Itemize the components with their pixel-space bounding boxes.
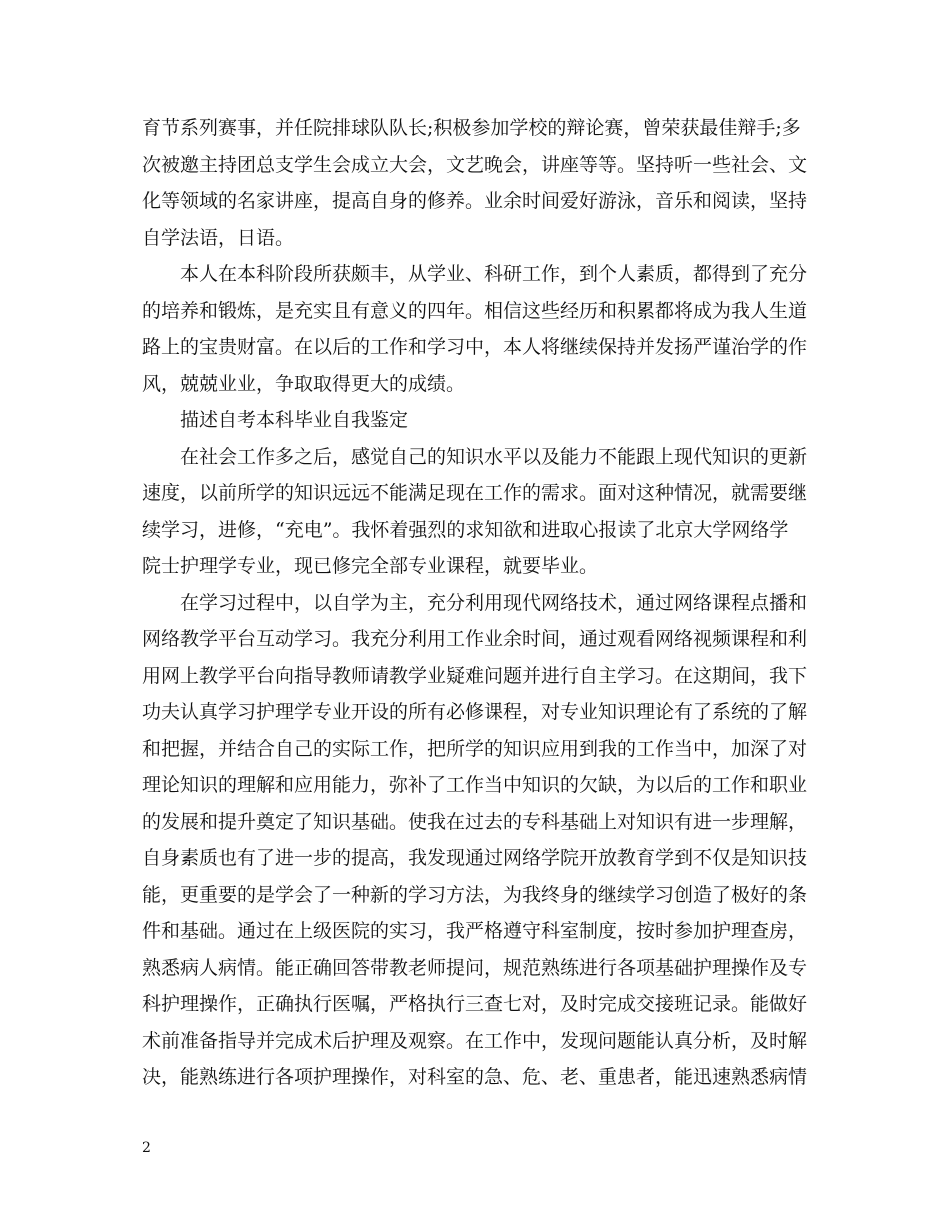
text-line: 院士护理学专业，现已修完全部专业课程，就要毕业。	[142, 555, 599, 577]
text-line: 网络教学平台互动学习。我充分利用工作业余时间，通过观看网络视频课程和利	[142, 628, 808, 650]
text-line: 在学习过程中，以自学为主，充分利用现代网络技术，通过网络课程点播和	[180, 591, 808, 614]
text-line: 的培养和锻炼，是充实且有意义的四年。相信这些经历和积累都将成为我人生道	[142, 299, 808, 322]
text-line: 术前准备指导并完成术后护理及观察。在工作中，发现问题能认真分析，及时解	[142, 1029, 808, 1052]
body-text	[142, 110, 810, 1096]
text-line: 能，更重要的是学会了一种新的学习方法，为我终身的继续学习创造了极好的条	[142, 883, 808, 906]
text-line: 自学法语，日语。	[142, 226, 295, 249]
text-line: 路上的宝贵财富。在以后的工作和学习中，本人将继续保持并发扬严谨治学的作	[142, 336, 808, 358]
text-line: 件和基础。通过在上级医院的实习，我严格遵守科室制度，按时参加护理查房，	[142, 920, 808, 942]
text-line: 和把握，并结合自己的实际工作，把所学的知识应用到我的工作当中，加深了对	[142, 737, 808, 760]
text-line: 续学习，进修，“充电”。我怀着强烈的求知欲和进取心报读了北京大学网络学	[142, 518, 789, 541]
text-line: 化等领域的名家讲座，提高自身的修养。业余时间爱好游泳，音乐和阅读，坚持	[142, 190, 808, 212]
page-number: 2	[142, 1140, 151, 1156]
paragraph-1	[142, 110, 810, 256]
text-line: 自身素质也有了进一步的提高，我发现通过网络学院开放教育学到不仅是知识技	[142, 847, 808, 869]
paragraph-4	[142, 585, 810, 1096]
text-line: 速度，以前所学的知识远远不能满足现在工作的需求。面对这种情况，就需要继	[142, 482, 808, 504]
text-line: 熟悉病人病情。能正确回答带教老师提问，规范熟练进行各项基础护理操作及专	[142, 956, 808, 979]
text-line: 风，兢兢业业，争取取得更大的成绩。	[142, 372, 466, 395]
paragraph-2	[142, 256, 810, 402]
text-line: 次被邀主持团总支学生会成立大会，文艺晚会，讲座等等。坚持听一些社会、文	[142, 153, 808, 176]
text-line: 的发展和提升奠定了知识基础。使我在过去的专科基础上对知识有进一步理解，	[142, 810, 808, 833]
paragraph-3	[142, 439, 810, 585]
section-heading	[142, 402, 810, 439]
text-line: 用网上教学平台向指导教师请教学业疑难问题并进行自主学习。在这期间，我下	[142, 664, 808, 687]
text-line: 科护理操作，正确执行医嘱，严格执行三查七对，及时完成交接班记录。能做好	[142, 993, 808, 1015]
text-line: 理论知识的理解和应用能力，弥补了工作当中知识的欠缺，为以后的工作和职业	[142, 774, 808, 796]
section-title: 描述自考本科毕业自我鉴定	[180, 409, 409, 431]
text-line: 在社会工作多之后，感觉自己的知识水平以及能力不能跟上现代知识的更新	[180, 445, 808, 468]
text-line: 决，能熟练进行各项护理操作，对科室的急、危、老、重患者，能迅速熟悉病情	[142, 1066, 808, 1088]
text-line: 育节系列赛事，并任院排球队队长;积极参加学校的辩论赛，曾荣获最佳辩手;多	[142, 117, 801, 139]
text-line: 功夫认真学习护理学专业开设的所有必修课程，对专业知识理论有了系统的了解	[142, 701, 808, 723]
text-line: 本人在本科阶段所获颇丰，从学业、科研工作，到个人素质，都得到了充分	[180, 263, 808, 285]
